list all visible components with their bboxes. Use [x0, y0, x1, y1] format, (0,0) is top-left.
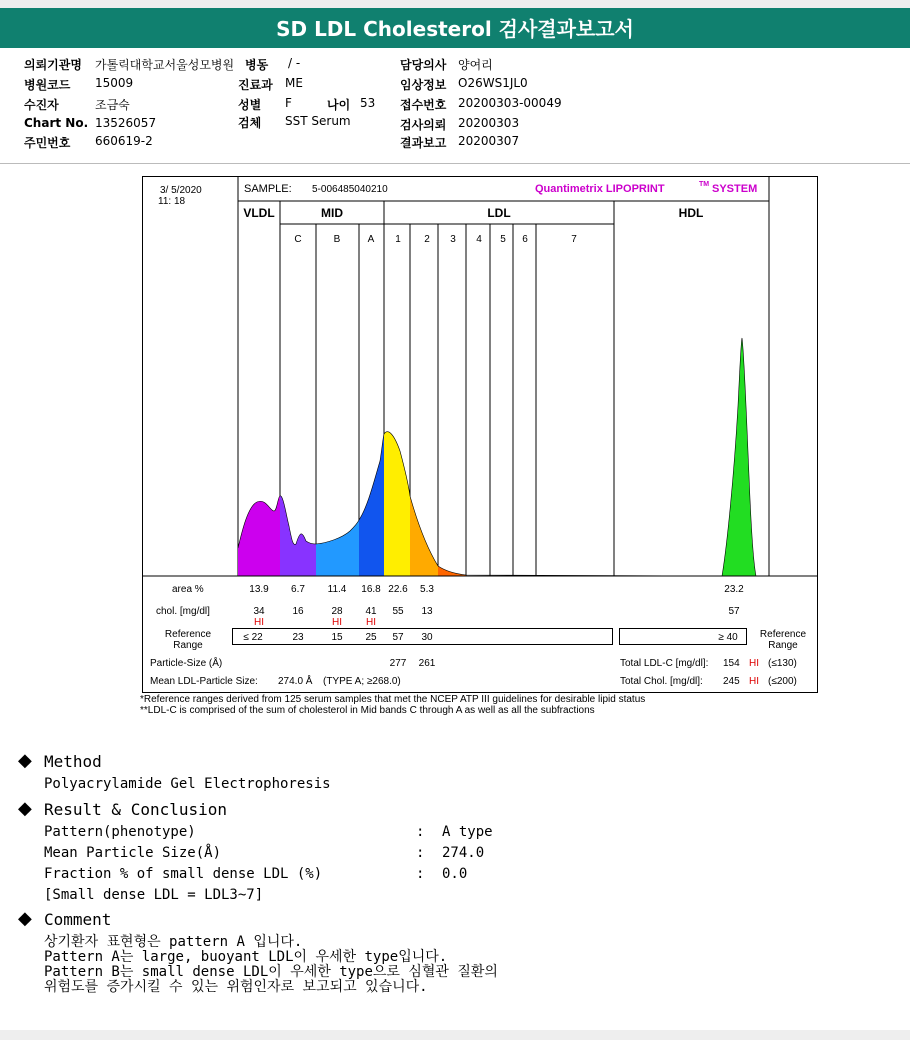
- label-institution: 의뢰기관명: [24, 58, 82, 72]
- total-chol-ref: (≤200): [768, 676, 797, 687]
- comment-line-2: Pattern A는 large, buoyant LDL이 우세한 type입니다.: [44, 949, 448, 965]
- band-ldl2: 2: [424, 234, 430, 245]
- value-patient: 조금숙: [95, 98, 130, 112]
- sample-id: 5-006485040210: [312, 184, 388, 195]
- ref-ldl2: 30: [421, 632, 433, 643]
- label-specimen: 검체: [238, 116, 262, 130]
- total-ldl-ref: (≤130): [768, 658, 797, 669]
- label-receipt-no: 접수번호: [400, 98, 447, 112]
- system-tm: TM: [699, 181, 710, 188]
- diamond-icon: ◆: [18, 798, 32, 819]
- ref-hdl: ≥ 40: [718, 632, 738, 643]
- label-clinical-info: 임상정보: [400, 78, 447, 92]
- label-age: 나이: [327, 98, 351, 112]
- row-label-area: area %: [172, 584, 204, 595]
- hi-vldl: HI: [254, 617, 264, 628]
- band-ldl5: 5: [500, 234, 506, 245]
- area-ldl2: 5.3: [420, 584, 434, 595]
- value-specimen: SST Serum: [285, 114, 351, 128]
- value-institution: 가톨릭대학교서울성모병원: [95, 58, 235, 72]
- footnote-1: *Reference ranges derived from 125 serum samples that met the NCEP ATP III guidelines for desirable lipid status: [140, 694, 646, 705]
- comment-line-3: Pattern B는 small dense LDL이 우세한 type으로 심혈관 질환의: [44, 964, 498, 980]
- comment-line-4: 위험도를 증가시킬 수 있는 위험인자로 보고되고 있습니다.: [44, 979, 428, 995]
- ref-label-right-2: Range: [768, 640, 798, 651]
- chol-ldl1: 55: [392, 606, 404, 617]
- chol-a: 41: [365, 606, 377, 617]
- area-a: 16.8: [361, 584, 381, 595]
- ref-vldl: ≤ 22: [243, 632, 263, 643]
- value-clinical-info: O26WS1JL0: [458, 76, 528, 90]
- ref-a: 25: [365, 632, 377, 643]
- band-b: B: [333, 234, 341, 245]
- total-chol-value: 245: [723, 676, 740, 687]
- system-suffix: SYSTEM: [712, 183, 758, 195]
- label-resident-no: 주민번호: [24, 136, 71, 150]
- ref-b: 15: [331, 632, 343, 643]
- chart-time: 11: 18: [158, 196, 186, 207]
- value-report-date: 20200307: [458, 134, 520, 148]
- band-a: A: [367, 234, 375, 245]
- total-chol-hi: HI: [749, 676, 759, 687]
- chol-b: 28: [331, 606, 343, 617]
- ref-label-right-1: Reference: [759, 629, 807, 640]
- result-label-1: Pattern(phenotype): [44, 824, 196, 840]
- mean-type: (TYPE A; ≥268.0): [323, 676, 401, 687]
- particle-ldl1: 277: [389, 658, 407, 669]
- band-c: C: [294, 234, 302, 245]
- result-value-3: 0.0: [442, 866, 468, 882]
- system-name: Quantimetrix LIPOPRINT: [535, 183, 665, 195]
- band-ldl4: 4: [476, 234, 482, 245]
- value-doctor: 양여리: [458, 58, 493, 72]
- diamond-icon: ◆: [18, 750, 32, 771]
- value-request-date: 20200303: [458, 116, 520, 130]
- label-sex: 성별: [238, 98, 262, 112]
- area-hdl: 23.2: [724, 584, 744, 595]
- result-value-1: A type: [442, 824, 493, 840]
- band-ldl6: 6: [522, 234, 528, 245]
- value-receipt-no: 20200303-00049: [458, 96, 562, 110]
- total-ldl-value: 154: [723, 658, 740, 669]
- bottom-strip: [0, 1030, 910, 1040]
- area-ldl1: 22.6: [388, 584, 408, 595]
- group-hdl: HDL: [678, 206, 704, 220]
- result-note: [Small dense LDL = LDL3~7]: [44, 887, 264, 903]
- group-mid: MID: [321, 206, 343, 220]
- label-request-date: 검사의뢰: [400, 118, 447, 132]
- value-hospital-code: 15009: [95, 76, 134, 90]
- ref-ldl1: 57: [392, 632, 404, 643]
- particle-ldl2: 261: [418, 658, 436, 669]
- result-label-3: Fraction % of small dense LDL (%): [44, 866, 323, 882]
- label-department: 진료과: [238, 78, 273, 92]
- report-title: SD LDL Cholesterol 검사결과보고서: [0, 8, 910, 48]
- band-ldl3: 3: [450, 234, 456, 245]
- footnote-2: **LDL-C is comprised of the sum of cholesterol in Mid bands C through A as well as all the subfractions: [140, 705, 595, 716]
- result-value-2: 274.0: [442, 845, 485, 861]
- row-label-chol: chol. [mg/dl]: [156, 606, 210, 617]
- band-ldl7: 7: [571, 234, 577, 245]
- label-report-date: 결과보고: [400, 136, 447, 150]
- row-label-particle: Particle-Size (Å): [150, 658, 223, 669]
- total-ldl-hi: HI: [749, 658, 759, 669]
- area-vldl: 13.9: [249, 584, 269, 595]
- area-b: 11.4: [327, 584, 347, 595]
- comment-title: Comment: [44, 910, 112, 929]
- mean-value: 274.0 Å: [278, 676, 313, 687]
- result-label-2: Mean Particle Size(Å): [44, 845, 222, 861]
- row-label-mean: Mean LDL-Particle Size:: [150, 676, 258, 687]
- value-age: 53: [360, 96, 376, 110]
- hi-b: HI: [332, 617, 342, 628]
- label-patient: 수진자: [24, 98, 59, 112]
- chol-vldl: 34: [253, 606, 265, 617]
- result-title: Result & Conclusion: [44, 800, 228, 819]
- method-text: Polyacrylamide Gel Electrophoresis: [44, 776, 331, 792]
- sample-label: SAMPLE:: [244, 183, 292, 195]
- diamond-icon: ◆: [18, 908, 32, 929]
- lipoprint-svg: [142, 176, 818, 693]
- value-ward: / -: [288, 56, 301, 70]
- label-ward: 병동: [245, 58, 269, 72]
- value-chart-no: 13526057: [95, 116, 157, 130]
- chart-date: 3/ 5/2020: [160, 185, 202, 196]
- chart-footnotes: [140, 694, 645, 716]
- area-c: 6.7: [291, 584, 305, 595]
- header-separator: [0, 163, 910, 164]
- label-hospital-code: 병원코드: [24, 78, 71, 92]
- value-department: ME: [285, 76, 303, 90]
- lipoprint-chart: [142, 176, 818, 693]
- total-chol-label: Total Chol. [mg/dl]:: [620, 676, 703, 687]
- ref-c: 23: [292, 632, 304, 643]
- total-ldl-label: Total LDL-C [mg/dl]:: [620, 658, 709, 669]
- result-sep-2: :: [416, 845, 425, 861]
- chart-frame: [143, 177, 818, 693]
- group-ldl: LDL: [487, 206, 511, 220]
- group-vldl: VLDL: [243, 206, 275, 220]
- value-resident-no: 660619-2: [95, 134, 153, 148]
- ref-label-1: Reference: [164, 629, 212, 640]
- band-ldl1: 1: [395, 234, 401, 245]
- top-strip: [0, 0, 910, 8]
- label-chart-no: Chart No.: [24, 116, 89, 130]
- hi-a: HI: [366, 617, 376, 628]
- label-doctor: 담당의사: [400, 58, 447, 72]
- ref-label-2: Range: [173, 640, 203, 651]
- chol-hdl: 57: [728, 606, 740, 617]
- chol-c: 16: [292, 606, 304, 617]
- method-title: Method: [44, 752, 102, 771]
- result-sep-1: :: [416, 824, 425, 840]
- value-sex: F: [285, 96, 292, 110]
- chol-ldl2: 13: [421, 606, 433, 617]
- comment-line-1: 상기환자 표현형은 pattern A 입니다.: [44, 934, 303, 950]
- result-sep-3: :: [416, 866, 425, 882]
